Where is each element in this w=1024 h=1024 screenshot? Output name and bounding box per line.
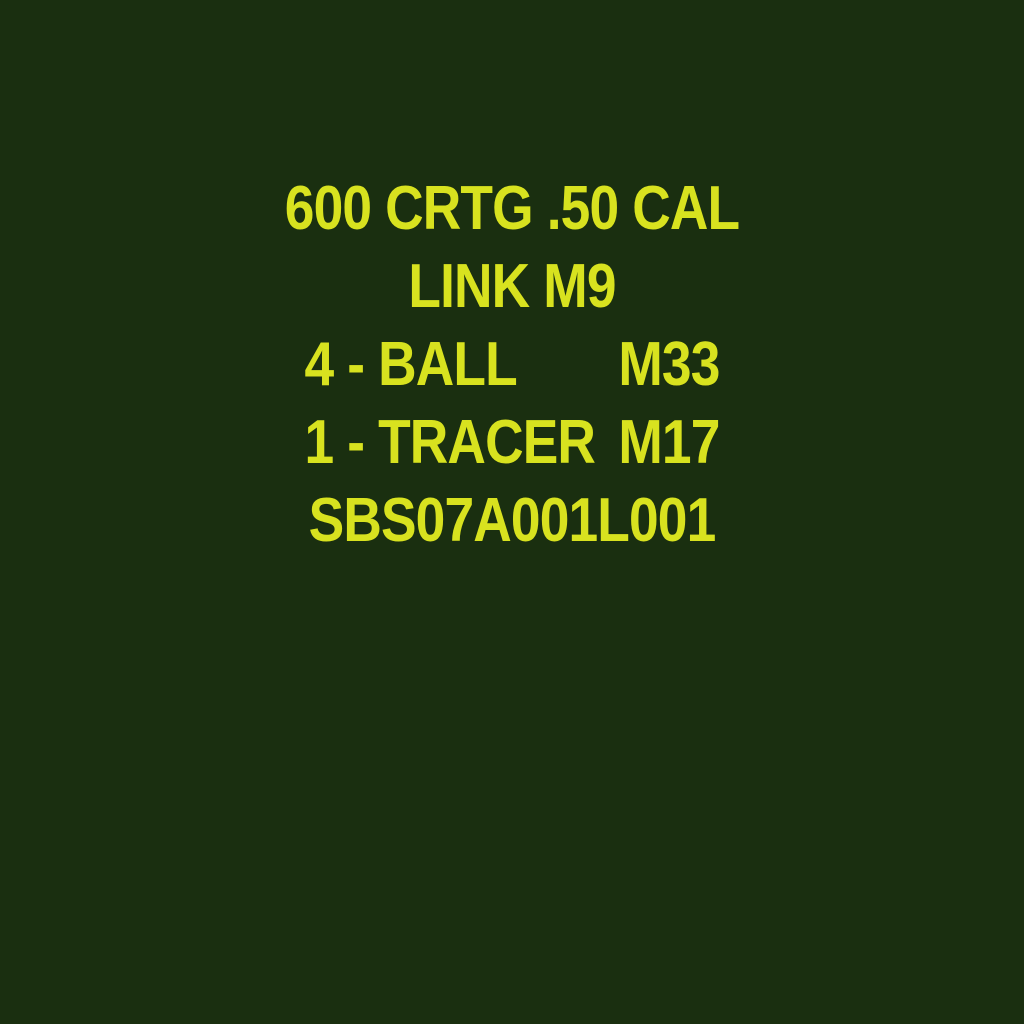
ball-round-line: [72, 326, 953, 404]
ball-round-code: M33: [618, 330, 720, 399]
tracer-round-line: [72, 404, 953, 482]
link-type-line: LINK M9: [408, 252, 616, 321]
cartridge-count-line: 600 CRTG .50 CAL: [284, 174, 740, 243]
lot-number-line: SBS07A001L001: [308, 486, 716, 555]
tracer-round-code: M17: [618, 408, 720, 477]
ball-round-label: 4 - BALL: [304, 330, 517, 399]
tracer-round-label: 1 - TRACER: [304, 408, 596, 477]
stencil-marking: [72, 170, 953, 560]
